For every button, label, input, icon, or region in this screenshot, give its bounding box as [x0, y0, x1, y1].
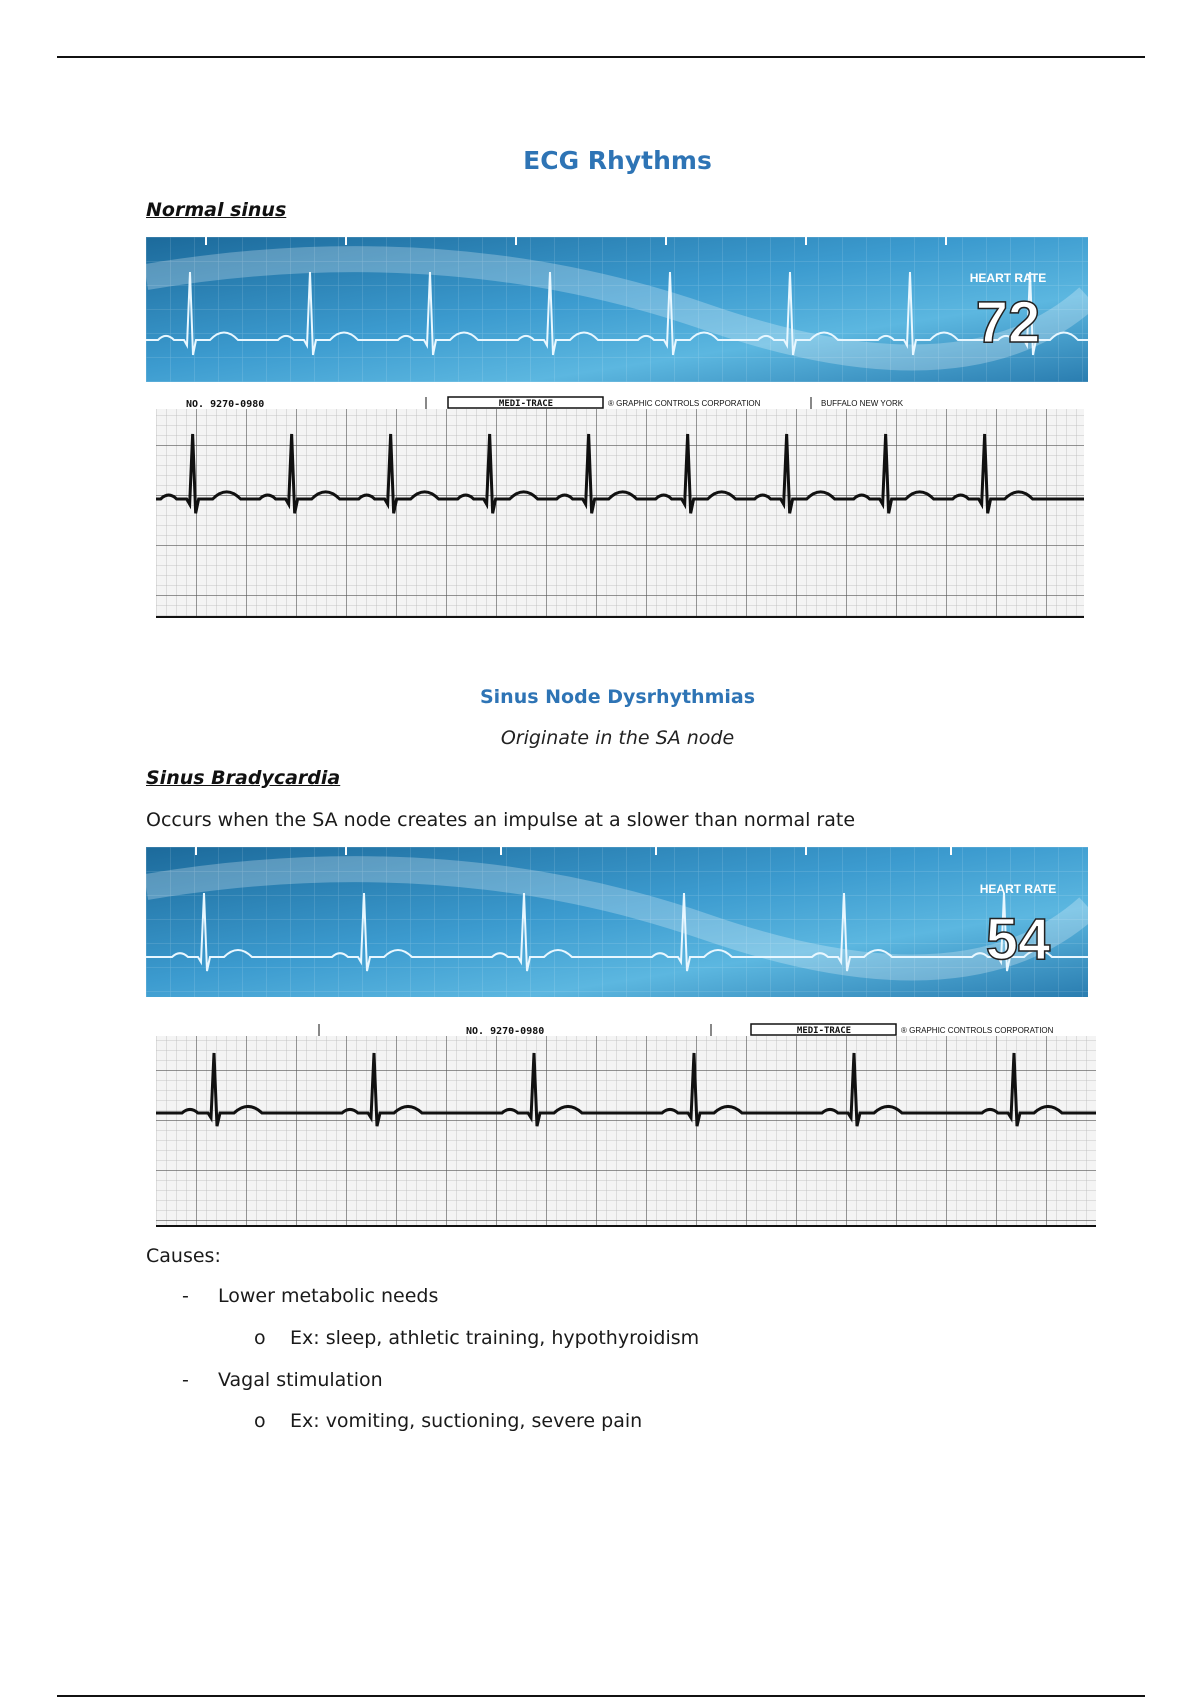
normal-sinus-paper-strip	[146, 395, 1088, 625]
normal-sinus-monitor-image	[146, 237, 1088, 382]
strip-brand: MEDI-TRACE	[796, 1026, 852, 1036]
monitor-hr-label: HEART RATE	[979, 882, 1057, 896]
strip-number: NO. 9270-0980	[466, 1026, 545, 1037]
bradycardia-paper-strip	[146, 1020, 1098, 1230]
causes-label: Causes:	[146, 1245, 221, 1267]
cause-1-example: Ex: sleep, athletic training, hypothyroidism	[290, 1327, 700, 1349]
cause-2-sub-bullet: o	[254, 1410, 266, 1432]
cause-1-sub-bullet: o	[254, 1327, 266, 1349]
strip-company: ® GRAPHIC CONTROLS CORPORATION	[901, 1026, 1054, 1035]
sinus-node-origin: Originate in the SA node	[500, 727, 735, 749]
cause-2-text: Vagal stimulation	[218, 1369, 383, 1391]
strip-company: ® GRAPHIC CONTROLS CORPORATION	[608, 399, 761, 408]
cause-2-example: Ex: vomiting, suctioning, severe pain	[290, 1410, 643, 1432]
strip-number: NO. 9270-0980	[186, 399, 265, 410]
page-bottom-rule	[57, 1695, 1145, 1697]
sinus-bradycardia-heading: Sinus Bradycardia	[146, 767, 341, 789]
sinus-node-subtitle: Sinus Node Dysrhythmias	[479, 686, 756, 708]
normal-sinus-heading: Normal sinus	[146, 199, 287, 221]
page-title: ECG Rhythms	[523, 146, 712, 175]
monitor-hr-value: 72	[975, 290, 1041, 355]
cause-2-bullet: -	[182, 1369, 189, 1391]
bradycardia-monitor-svg	[146, 847, 1088, 997]
monitor-hr-label: HEART RATE	[969, 271, 1047, 285]
cause-1-bullet: -	[182, 1285, 189, 1307]
cause-1-text: Lower metabolic needs	[218, 1285, 439, 1307]
strip-brand: MEDI-TRACE	[498, 399, 554, 409]
strip-city: BUFFALO NEW YORK	[821, 399, 904, 408]
monitor-hr-value: 54	[985, 907, 1051, 972]
sinus-bradycardia-description: Occurs when the SA node creates an impulse at a slower than normal rate	[146, 809, 856, 831]
normal-sinus-monitor-svg	[146, 237, 1088, 382]
bradycardia-monitor-image	[146, 847, 1088, 997]
normal-sinus-strip-svg	[146, 395, 1088, 625]
bradycardia-strip-svg	[146, 1020, 1098, 1230]
page-top-rule	[57, 56, 1145, 58]
